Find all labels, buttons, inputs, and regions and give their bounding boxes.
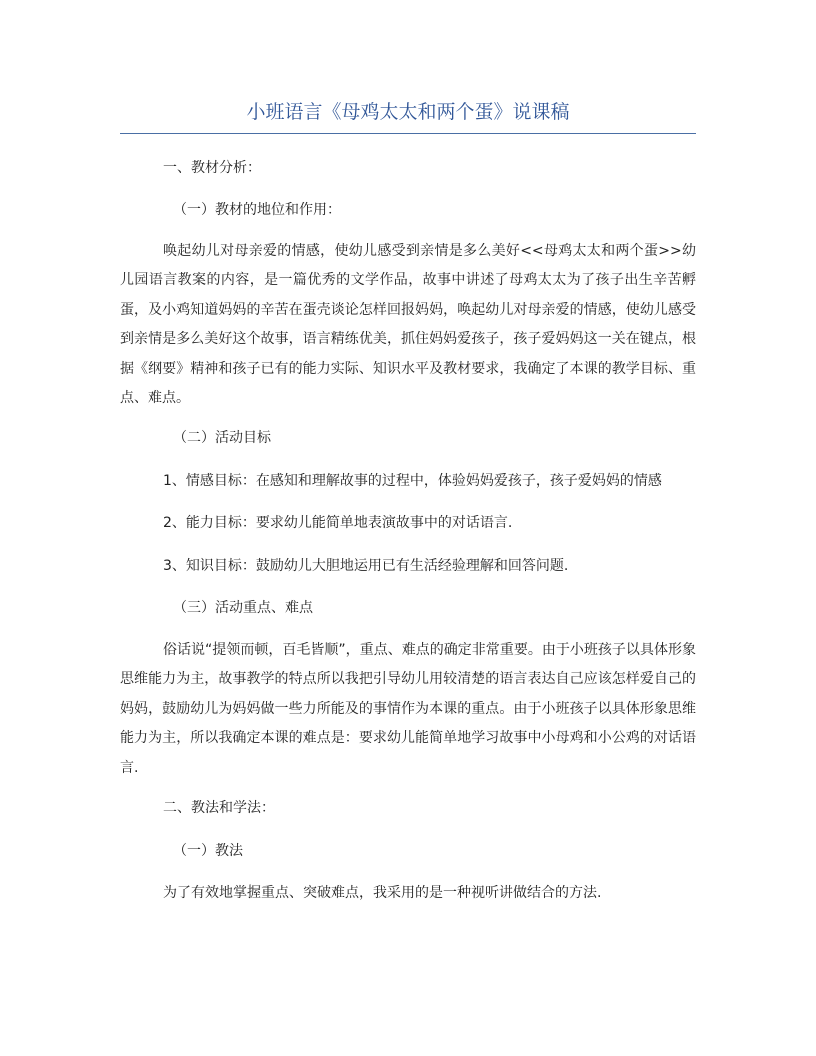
subheading-activity-goals: （二）活动目标 <box>173 430 271 446</box>
subheading-key-points: （三）活动重点、难点 <box>173 600 313 616</box>
goal-ability: 2、能力目标：要求幼儿能简单地表演故事中的对话语言. <box>163 515 513 531</box>
section-heading-teaching-material: 一、教材分析： <box>163 160 261 176</box>
goal-emotion: 1、情感目标：在感知和理解故事的过程中，体验妈妈爱孩子，孩子爱妈妈的情感 <box>163 473 662 489</box>
subheading-role: （一）教材的地位和作用： <box>173 202 341 218</box>
page-title: 小班语言《母鸡太太和两个蛋》说课稿 <box>246 101 570 123</box>
subheading-teaching-method: （一）教法 <box>173 843 243 859</box>
paragraph-role: 唤起幼儿对母亲爱的情感，使幼儿感受到亲情是多么美好<<母鸡太太和两个蛋>>幼儿园语言教案的内容，是一篇优秀的文学作品，故事中讲述了母鸡太太为了孩子出生辛苦孵蛋，及小鸡知道妈妈的辛苦在蛋壳谈论怎样回报妈妈，唤起幼儿对母亲爱的情感，使幼儿感受到亲情是多么美好这个故事，语言精练优美，抓住妈妈爱孩子，孩子爱妈妈这一关在键点，根据《纲要》精神和孩子已有的能力实际、知识水平及教材要求，我确定了本课的教学目标、重点、难点。 <box>120 243 696 407</box>
section-heading-methods: 二、教法和学法： <box>163 800 275 816</box>
paragraph-key-points: 俗话说“提领而顿，百毛皆顺”，重点、难点的确定非常重要。由于小班孩子以具体形象思维能力为主，故事教学的特点所以我把引导幼儿用较清楚的语言表达自己应该怎样爱自己的妈妈，鼓励幼儿为妈妈做一些力所能及的事情作为本课的重点。由于小班孩子以具体形象思维能力为主，所以我确定本课的难点是：要求幼儿能简单地学习故事中小母鸡和小公鸡的对话语言. <box>120 642 696 776</box>
title-divider <box>120 133 696 134</box>
goal-knowledge: 3、知识目标：鼓励幼儿大胆地运用已有生活经验理解和回答问题. <box>163 558 569 574</box>
paragraph-teaching-method: 为了有效地掌握重点、突破难点，我采用的是一种视听讲做结合的方法. <box>163 885 602 901</box>
